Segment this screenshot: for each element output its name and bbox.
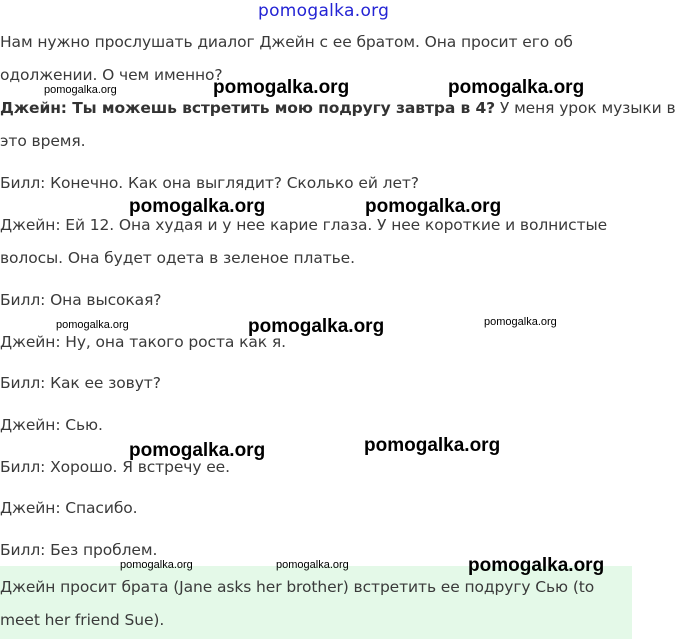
dialog-line-4: Джейн: Ей 12. Она худая и у нее карие глаза. У нее короткие и волнистые	[0, 216, 608, 234]
dialog-line-6: Билл: Она высокая?	[0, 291, 162, 309]
watermark: pomogalka.org	[276, 559, 349, 571]
watermark: pomogalka.org	[468, 555, 605, 576]
watermark: pomogalka.org	[365, 196, 502, 217]
watermark: pomogalka.org	[213, 77, 350, 98]
dialog-line-1-bold: Джейн: Ты можешь встретить мою подругу завтра в 4?	[0, 99, 496, 117]
answer-line-1: Джейн просит брата (Jane asks her brother) встретить ее подругу Сью (to	[0, 578, 595, 596]
watermark: pomogalka.org	[129, 440, 266, 461]
watermark: pomogalka.org	[129, 196, 266, 217]
dialog-line-2: это время.	[0, 132, 86, 150]
dialog-line-12: Билл: Без проблем.	[0, 541, 158, 559]
dialog-line-1	[0, 98, 676, 118]
watermark: pomogalka.org	[248, 316, 385, 337]
intro-line-1: Нам нужно прослушать диалог Джейн с ее братом. Она просит его об	[0, 33, 573, 51]
watermark: pomogalka.org	[44, 84, 117, 96]
dialog-line-7: Джейн: Ну, она такого роста как я.	[0, 333, 286, 351]
answer-line-2: meet her friend Sue).	[0, 611, 165, 629]
top-watermark: pomogalka.org	[258, 1, 390, 21]
watermark: pomogalka.org	[484, 316, 557, 328]
dialog-line-5: волосы. Она будет одета в зеленое платье.	[0, 249, 355, 267]
intro-line-2: одолжении. О чем именно?	[0, 66, 223, 84]
watermark: pomogalka.org	[364, 435, 501, 456]
dialog-line-11: Джейн: Спасибо.	[0, 499, 138, 517]
watermark: pomogalka.org	[448, 77, 585, 98]
dialog-line-9: Джейн: Сью.	[0, 416, 103, 434]
dialog-line-1-rest: У меня урок музыки в	[495, 99, 676, 117]
dialog-line-8: Билл: Как ее зовут?	[0, 374, 161, 392]
watermark: pomogalka.org	[56, 319, 129, 331]
dialog-line-10: Билл: Хорошо. Я встречу ее.	[0, 458, 230, 476]
dialog-line-3: Билл: Конечно. Как она выглядит? Сколько ей лет?	[0, 174, 419, 192]
watermark: pomogalka.org	[120, 559, 193, 571]
